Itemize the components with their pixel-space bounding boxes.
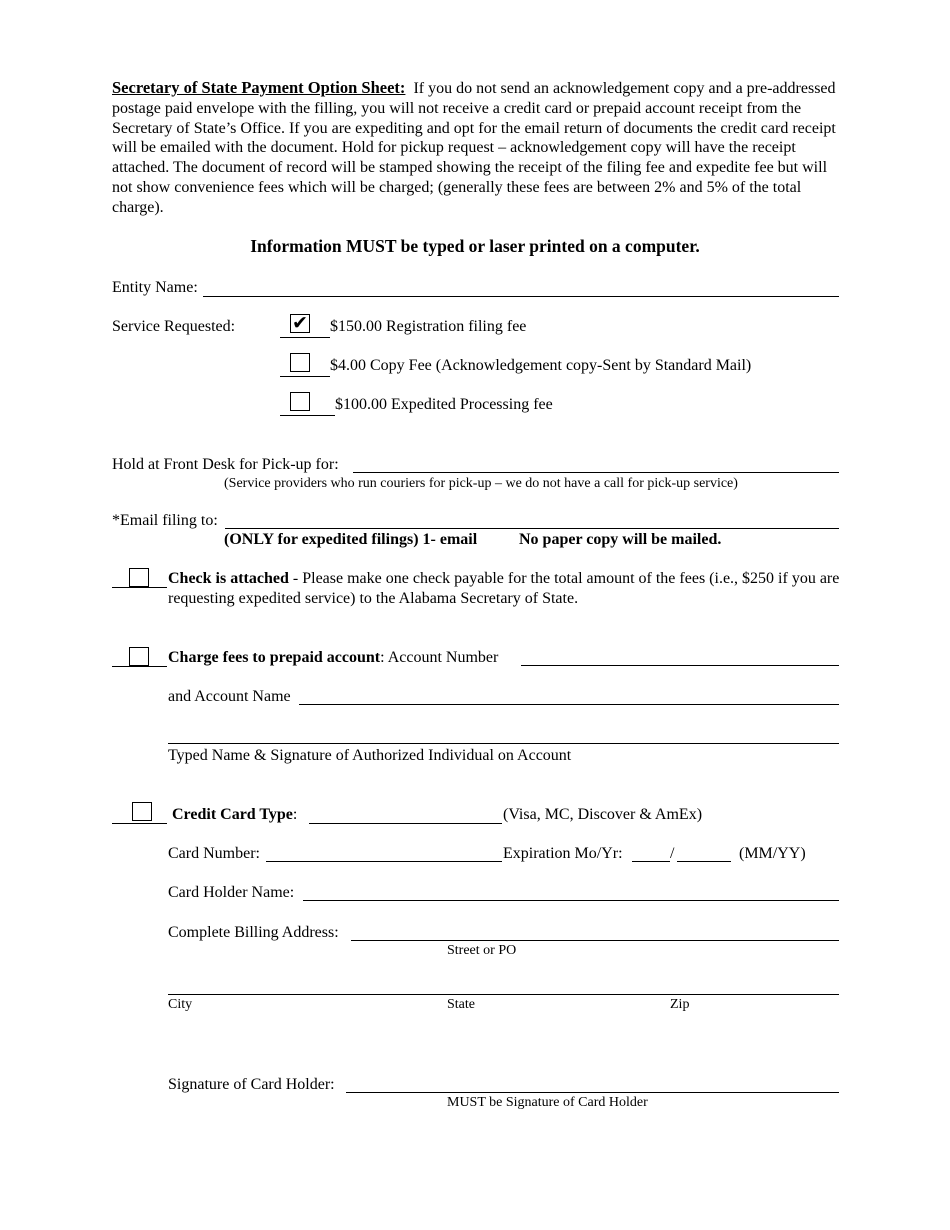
account-name-field[interactable] <box>299 704 839 705</box>
billing-city-state-zip-field[interactable] <box>168 994 839 995</box>
state-caption: State <box>447 997 475 1012</box>
registration-fee-checkbox[interactable]: ✔ <box>290 314 310 333</box>
credit-card-type-field[interactable] <box>309 823 502 824</box>
billing-street-field[interactable] <box>351 940 839 941</box>
blank-underline <box>112 823 167 824</box>
blank-underline <box>112 666 167 667</box>
credit-card-type-line <box>172 806 297 824</box>
hold-pickup-field[interactable] <box>353 472 839 473</box>
street-caption: Street or PO <box>447 943 517 958</box>
credit-card-type-colon: : <box>292 806 298 823</box>
card-holder-name-field[interactable] <box>303 900 839 901</box>
check-attached-title: Check is attached <box>168 570 289 587</box>
authorized-signature-field[interactable] <box>168 743 839 744</box>
card-number-field[interactable] <box>266 861 502 862</box>
expiration-separator: / <box>670 845 675 862</box>
copy-fee-label: $4.00 Copy Fee (Acknowledgement copy-Sent by Standard Mail) <box>330 357 752 374</box>
blank-underline <box>280 415 335 416</box>
card-holder-signature-label: Signature of Card Holder: <box>168 1076 335 1093</box>
card-holder-signature-field[interactable] <box>346 1092 839 1093</box>
registration-fee-label: $150.00 Registration filing fee <box>330 318 527 335</box>
intro-paragraph <box>112 78 840 218</box>
city-caption: City <box>168 997 193 1012</box>
entity-name-label: Entity Name: <box>112 279 198 296</box>
account-number-label: : Account Number <box>380 649 499 666</box>
copy-fee-checkbox[interactable] <box>290 353 310 372</box>
expedited-fee-label: $100.00 Expedited Processing fee <box>335 396 553 413</box>
billing-address-label: Complete Billing Address: <box>168 924 339 941</box>
email-note-expedited: (ONLY for expedited filings) 1- email <box>224 531 478 548</box>
blank-underline <box>280 337 330 338</box>
card-holder-name-label: Card Holder Name: <box>168 884 295 901</box>
zip-caption: Zip <box>670 997 690 1012</box>
expiration-month-field[interactable] <box>632 861 670 862</box>
intro-heading: Secretary of State Payment Option Sheet: <box>112 78 406 97</box>
prepaid-account-checkbox[interactable] <box>129 647 149 666</box>
email-filing-field[interactable] <box>225 528 839 529</box>
card-number-label: Card Number: <box>168 845 260 862</box>
authorized-signature-caption: Typed Name & Signature of Authorized Individual on Account <box>168 747 572 764</box>
credit-card-type-label: Credit Card Type <box>172 806 293 823</box>
check-attached-paragraph <box>168 569 840 609</box>
email-note-no-paper: No paper copy will be mailed. <box>519 531 722 548</box>
entity-name-field[interactable] <box>203 296 839 297</box>
service-requested-label: Service Requested: <box>112 318 236 335</box>
check-attached-checkbox[interactable] <box>129 568 149 587</box>
intro-text: If you do not send an acknowledgement copy and a pre-addressed postage paid envelope with the filling, you will not receive a credit card or prepaid account receipt from the Secretary of State’s Office. If you are expediting and opt for the email return of documents the credit card receipt will be emailed with the document. Hold for pickup request – acknowledgement copy will have the receipt attached. The document of record will be stamped showing the receipt of the filing fee and expedite fee but will not show convenience fees which will be charged; (generally these fees are between 2% and 5% of the total charge). <box>112 80 836 216</box>
prepaid-account-title: Charge fees to prepaid account <box>168 649 381 666</box>
account-name-label: and Account Name <box>168 688 291 705</box>
hold-pickup-note: (Service providers who run couriers for pick-up – we do not have a call for pick-up service) <box>224 476 738 491</box>
blank-underline <box>280 376 330 377</box>
card-holder-signature-caption: MUST be Signature of Card Holder <box>447 1095 648 1110</box>
expedited-fee-checkbox[interactable] <box>290 392 310 411</box>
expiration-format: (MM/YY) <box>739 845 806 862</box>
prepaid-account-line <box>168 649 498 667</box>
typed-notice: Information MUST be typed or laser printed on a computer. <box>250 236 700 256</box>
hold-pickup-label: Hold at Front Desk for Pick-up for: <box>112 456 339 473</box>
credit-card-checkbox[interactable] <box>132 802 152 821</box>
expiration-year-field[interactable] <box>677 861 731 862</box>
email-filing-label: *Email filing to: <box>112 512 218 529</box>
expiration-label: Expiration Mo/Yr: <box>503 845 623 862</box>
credit-card-types-note: (Visa, MC, Discover & AmEx) <box>503 806 703 823</box>
account-number-field[interactable] <box>521 665 839 666</box>
check-attached-text: - Please make one check payable for the total amount of the fees (i.e., $250 if you are requesting expedited service) to the Alabama Secretary of State. <box>168 570 840 607</box>
blank-underline <box>112 587 167 588</box>
